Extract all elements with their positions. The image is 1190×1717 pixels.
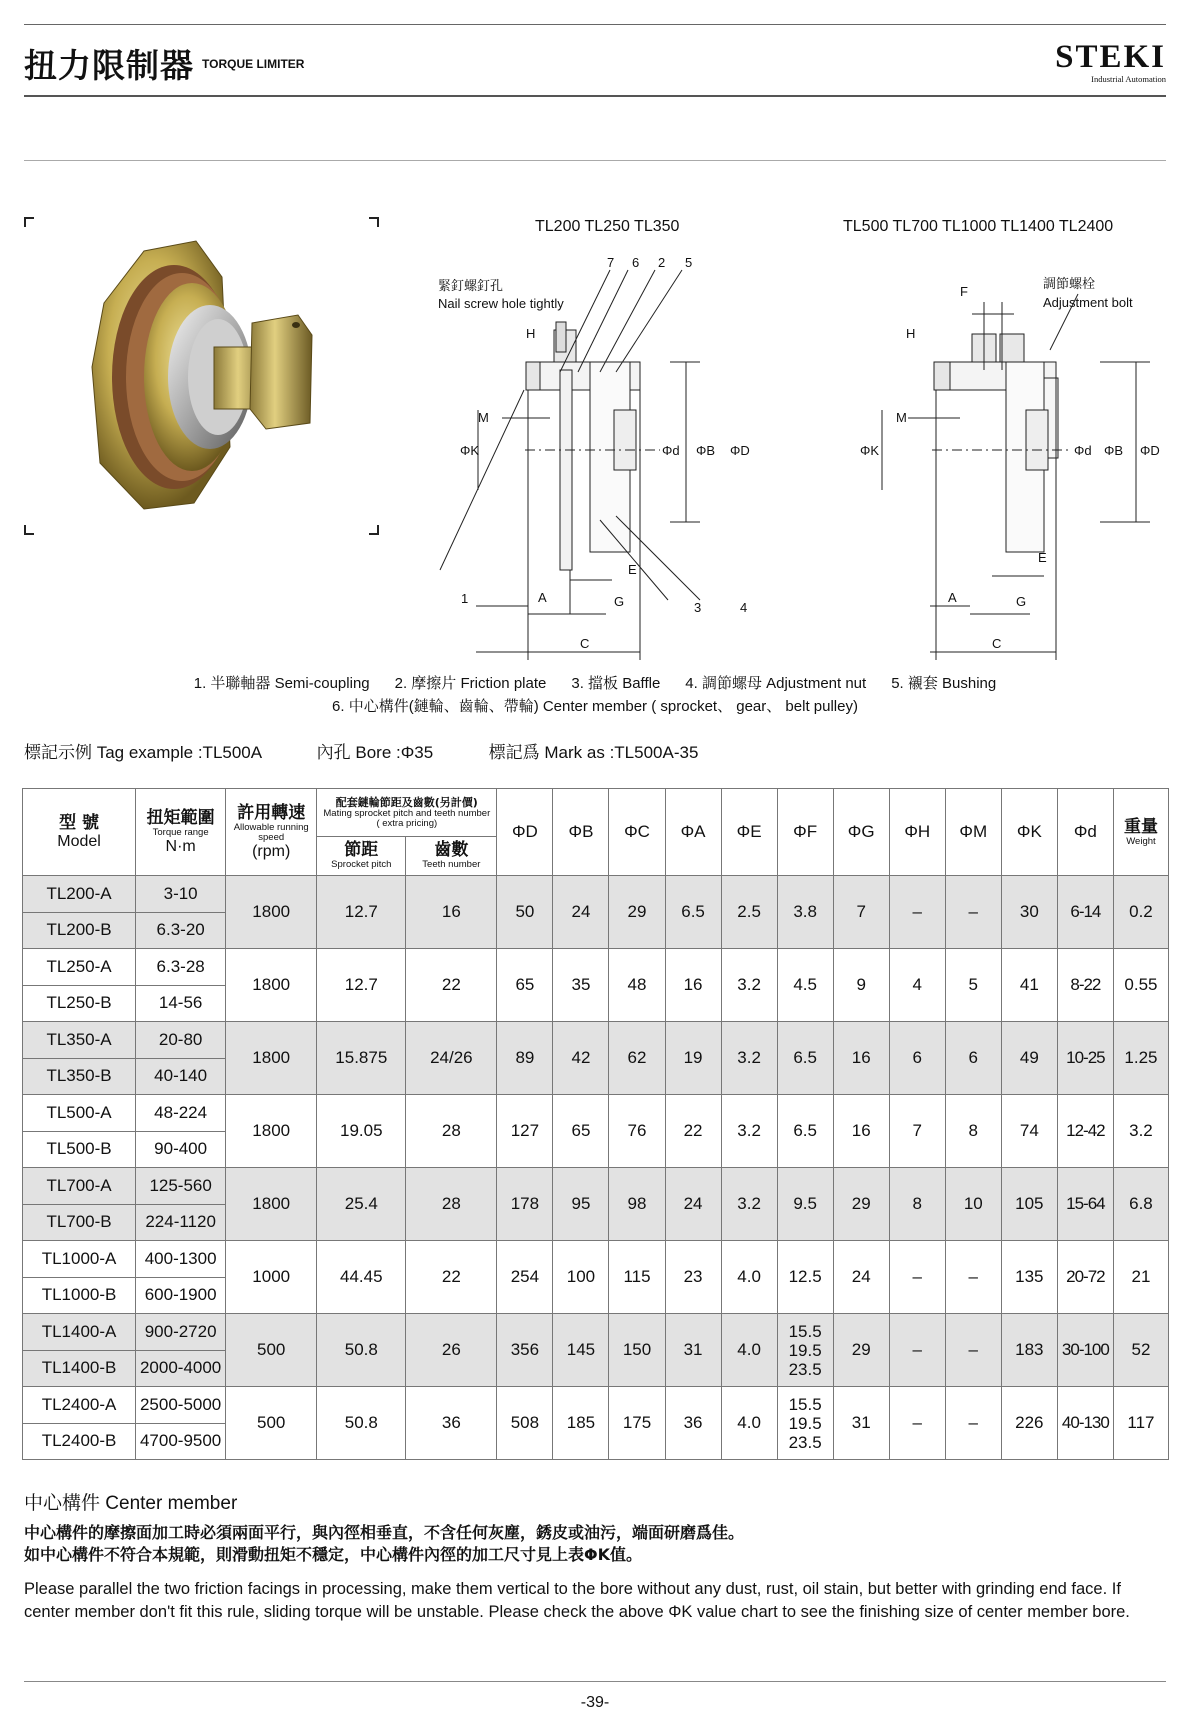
cell-dim-e: 3.2 <box>721 1168 777 1241</box>
cell-dim-a: 6.5 <box>665 876 721 949</box>
section-rule <box>24 160 1166 161</box>
adjustment-bolt-callout <box>1043 274 1133 312</box>
cell-dim-small-d: 15-64 <box>1057 1168 1113 1241</box>
cell-dim-a: 19 <box>665 1022 721 1095</box>
cell-dim-h: – <box>889 1314 945 1387</box>
cell-model: TL1400-B <box>23 1350 136 1387</box>
callout-zh-right-text: 調節螺栓 <box>1043 276 1096 291</box>
part-number-4: 4 <box>740 600 748 615</box>
dim-m-left: M <box>478 410 489 425</box>
cell-dim-e: 3.2 <box>721 1022 777 1095</box>
cell-dim-h: – <box>889 876 945 949</box>
cell-torque-range: 48-224 <box>136 1095 226 1132</box>
cell-dim-c: 76 <box>609 1095 665 1168</box>
cell-dim-f: 12.5 <box>777 1241 833 1314</box>
brand-logo <box>1055 39 1166 84</box>
cell-model: TL250-A <box>23 949 136 986</box>
cell-dim-h: 7 <box>889 1095 945 1168</box>
cell-dim-c: 48 <box>609 949 665 1022</box>
header-mating-note: ( extra pricing) <box>376 817 438 829</box>
cell-dim-h: – <box>889 1387 945 1460</box>
cell-dim-f: 4.5 <box>777 949 833 1022</box>
header-dim-d: ΦD <box>497 789 553 876</box>
cell-speed: 1800 <box>226 876 317 949</box>
cell-teeth: 28 <box>406 1095 497 1168</box>
header-pitch-en: Sprocket pitch <box>331 859 392 871</box>
header-mating <box>317 789 497 837</box>
cell-dim-a: 22 <box>665 1095 721 1168</box>
cell-teeth: 26 <box>406 1314 497 1387</box>
cell-speed: 1800 <box>226 1022 317 1095</box>
header-dim-small-d: Φd <box>1057 789 1113 876</box>
part-number-5: 5 <box>685 255 693 270</box>
cell-dim-f: 15.5 19.5 23.5 <box>777 1314 833 1387</box>
cell-weight: 117 <box>1113 1387 1168 1460</box>
cell-dim-small-d: 20-72 <box>1057 1241 1113 1314</box>
cell-dim-a: 31 <box>665 1314 721 1387</box>
page-number: -39- <box>580 1694 610 1711</box>
cell-torque-range: 6.3-20 <box>136 912 226 949</box>
cell-dim-b: 35 <box>553 949 609 1022</box>
table-row <box>23 1314 1169 1351</box>
header-speed <box>226 789 317 876</box>
dim-g-right: G <box>1016 594 1027 609</box>
dim-e-left: E <box>628 562 637 577</box>
cell-dim-k: 183 <box>1001 1314 1057 1387</box>
cell-dim-b: 145 <box>553 1314 609 1387</box>
header-dim-a: ΦA <box>665 789 721 876</box>
part-number-3: 3 <box>694 600 702 615</box>
header-model-en: Model <box>57 832 101 850</box>
cell-dim-c: 29 <box>609 876 665 949</box>
callout-zh-left: 緊釘螺釘孔 <box>438 278 504 293</box>
cell-dim-c: 115 <box>609 1241 665 1314</box>
cell-torque-range: 2000-4000 <box>136 1350 226 1387</box>
cell-dim-m: 6 <box>945 1022 1001 1095</box>
cell-weight: 6.8 <box>1113 1168 1168 1241</box>
dim-a-left: A <box>538 590 547 605</box>
cell-dim-a: 36 <box>665 1387 721 1460</box>
cell-dim-k: 30 <box>1001 876 1057 949</box>
cell-dim-c: 150 <box>609 1314 665 1387</box>
cell-dim-k: 135 <box>1001 1241 1057 1314</box>
cell-model: TL200-A <box>23 876 136 913</box>
cell-pitch: 44.45 <box>317 1241 406 1314</box>
header-speed-unit: (rpm) <box>252 842 291 860</box>
dim-small-d-right: Φd <box>1074 443 1092 458</box>
product-photo-frame <box>24 217 379 535</box>
cell-model: TL350-A <box>23 1022 136 1059</box>
cell-dim-b: 100 <box>553 1241 609 1314</box>
cell-model: TL700-A <box>23 1168 136 1205</box>
dim-b-right: ΦB <box>1104 443 1124 458</box>
cell-torque-range: 6.3-28 <box>136 949 226 986</box>
cell-model: TL700-B <box>23 1204 136 1241</box>
dim-k-right: ΦK <box>860 443 880 458</box>
cell-weight: 21 <box>1113 1241 1168 1314</box>
cell-dim-small-d: 12-42 <box>1057 1095 1113 1168</box>
table-row <box>23 1241 1169 1278</box>
cell-dim-f: 15.5 19.5 23.5 <box>777 1387 833 1460</box>
cell-weight: 0.55 <box>1113 949 1168 1022</box>
cell-dim-k: 41 <box>1001 949 1057 1022</box>
center-member-zh <box>24 1522 744 1566</box>
part-number-1: 1 <box>461 591 469 606</box>
cell-model: TL500-A <box>23 1095 136 1132</box>
cell-dim-f: 6.5 <box>777 1095 833 1168</box>
cell-torque-range: 600-1900 <box>136 1277 226 1314</box>
cell-teeth: 22 <box>406 1241 497 1314</box>
header-mating-en: Mating sprocket pitch and teeth number <box>323 807 491 819</box>
tag-mark: 標記爲 Mark as :TL500A-35 <box>488 743 699 762</box>
cell-teeth: 22 <box>406 949 497 1022</box>
cell-dim-c: 175 <box>609 1387 665 1460</box>
cell-torque-range: 2500-5000 <box>136 1387 226 1424</box>
header-dim-c: ΦC <box>609 789 665 876</box>
dim-d-left: ΦD <box>730 443 750 458</box>
header-dim-f: ΦF <box>777 789 833 876</box>
header-torque-zh: 扭矩範圍 <box>146 807 215 828</box>
cell-dim-small-d: 8-22 <box>1057 949 1113 1022</box>
tag-example-line <box>24 738 698 763</box>
cell-weight: 1.25 <box>1113 1022 1168 1095</box>
cross-section-diagram-small <box>430 250 770 660</box>
page-title: 扭力限制器 <box>24 46 194 85</box>
header-teeth <box>406 836 497 875</box>
parts-legend <box>0 672 1190 718</box>
header-weight-en: Weight <box>1126 835 1156 847</box>
footer-rule <box>24 1681 1166 1682</box>
table-row <box>23 1168 1169 1205</box>
cell-dim-m: 5 <box>945 949 1001 1022</box>
cell-dim-e: 2.5 <box>721 876 777 949</box>
cell-dim-k: 226 <box>1001 1387 1057 1460</box>
part-number-7: 7 <box>607 255 615 270</box>
cell-model: TL250-B <box>23 985 136 1022</box>
dim-c-right: C <box>992 636 1002 651</box>
header-teeth-en: Teeth number <box>422 859 481 871</box>
cell-dim-d: 89 <box>497 1022 553 1095</box>
cell-dim-d: 65 <box>497 949 553 1022</box>
cell-dim-m: 10 <box>945 1168 1001 1241</box>
cell-dim-small-d: 40-130 <box>1057 1387 1113 1460</box>
cell-model: TL1000-A <box>23 1241 136 1278</box>
header-dim-m: ΦM <box>945 789 1001 876</box>
cell-dim-small-d: 10-25 <box>1057 1022 1113 1095</box>
cell-pitch: 25.4 <box>317 1168 406 1241</box>
cell-torque-range: 14-56 <box>136 985 226 1022</box>
cell-dim-e: 4.0 <box>721 1314 777 1387</box>
header-pitch <box>317 836 406 875</box>
cell-torque-range: 90-400 <box>136 1131 226 1168</box>
cell-dim-g: 24 <box>833 1241 889 1314</box>
cell-model: TL350-B <box>23 1058 136 1095</box>
part-number-2: 2 <box>658 255 666 270</box>
frame-corner-tl <box>24 217 34 227</box>
cell-teeth: 28 <box>406 1168 497 1241</box>
legend-line-1: 1. 半聯軸器 Semi-coupling 2. 摩擦片 Friction plate 3. 擋板 Baffle 4. 調節螺母 Adjustment nut 5. 襯套 Bushing <box>193 675 997 692</box>
header-dim-k: ΦK <box>1001 789 1057 876</box>
header-dim-e: ΦE <box>721 789 777 876</box>
cell-weight: 0.2 <box>1113 876 1168 949</box>
dim-b-left: ΦB <box>696 443 716 458</box>
dim-k-left: ΦK <box>460 443 480 458</box>
cell-dim-g: 31 <box>833 1387 889 1460</box>
center-member-zh-line-1: 中心構件的摩擦面加工時必須兩面平行，與內徑相垂直，不含任何灰塵，銹皮或油污，端面研磨爲佳。 <box>24 1523 745 1542</box>
cell-dim-g: 7 <box>833 876 889 949</box>
cell-model: TL1400-A <box>23 1314 136 1351</box>
cell-torque-range: 125-560 <box>136 1168 226 1205</box>
part-number-6: 6 <box>632 255 640 270</box>
cell-pitch: 15.875 <box>317 1022 406 1095</box>
cell-weight: 3.2 <box>1113 1095 1168 1168</box>
cell-dim-small-d: 6-14 <box>1057 876 1113 949</box>
cell-dim-m: – <box>945 1241 1001 1314</box>
cell-speed: 1000 <box>226 1241 317 1314</box>
cell-dim-a: 16 <box>665 949 721 1022</box>
cell-dim-k: 74 <box>1001 1095 1057 1168</box>
cell-model: TL2400-A <box>23 1387 136 1424</box>
cell-dim-g: 9 <box>833 949 889 1022</box>
cell-weight: 52 <box>1113 1314 1168 1387</box>
header-weight-zh: 重量 <box>1123 816 1158 837</box>
cell-teeth: 24/26 <box>406 1022 497 1095</box>
cell-dim-e: 3.2 <box>721 1095 777 1168</box>
top-rule <box>24 24 1166 25</box>
tag-example: 標記示例 Tag example :TL500A <box>24 743 262 762</box>
cell-dim-b: 95 <box>553 1168 609 1241</box>
cell-dim-small-d: 30-100 <box>1057 1314 1113 1387</box>
cell-speed: 1800 <box>226 1168 317 1241</box>
dim-g-left: G <box>614 594 625 609</box>
cell-dim-m: – <box>945 1387 1001 1460</box>
header-torque-unit: N·m <box>165 837 196 855</box>
header-torque <box>136 789 226 876</box>
header-dim-b: ΦB <box>553 789 609 876</box>
cell-speed: 1800 <box>226 949 317 1022</box>
diagram-right-title: TL500 TL700 TL1000 TL1400 TL2400 <box>843 218 1114 235</box>
dim-d-right: ΦD <box>1140 443 1160 458</box>
cell-dim-c: 98 <box>609 1168 665 1241</box>
table-row <box>23 949 1169 986</box>
cell-dim-h: – <box>889 1241 945 1314</box>
dim-small-d-left: Φd <box>662 443 680 458</box>
callout-en-left: Nail screw hole tightly <box>438 296 564 311</box>
header-speed-zh: 許用轉速 <box>237 802 306 823</box>
cell-dim-h: 6 <box>889 1022 945 1095</box>
cell-dim-e: 3.2 <box>721 949 777 1022</box>
center-member-en: Please parallel the two friction facings in processing, make them vertical to the bore without any dust, rust, oil stain, but better with grinding end face. If center member don't fit this rule, sliding torque will be unstable. Please check the above ΦK value chart to see the finishing size of center member bore. <box>24 1580 1130 1621</box>
header-dim-h: ΦH <box>889 789 945 876</box>
spec-table <box>22 788 1169 1460</box>
header-model <box>23 789 136 876</box>
cell-dim-d: 178 <box>497 1168 553 1241</box>
cell-torque-range: 400-1300 <box>136 1241 226 1278</box>
diagram-left-title: TL200 TL250 TL350 <box>535 218 680 235</box>
cell-dim-g: 16 <box>833 1095 889 1168</box>
header-dim-g: ΦG <box>833 789 889 876</box>
cell-speed: 1800 <box>226 1095 317 1168</box>
dim-c-left: C <box>580 636 590 651</box>
cell-model: TL1000-B <box>23 1277 136 1314</box>
frame-corner-br <box>369 525 379 535</box>
cell-dim-f: 3.8 <box>777 876 833 949</box>
header-pitch-zh: 節距 <box>344 840 379 861</box>
cell-pitch: 19.05 <box>317 1095 406 1168</box>
cell-pitch: 12.7 <box>317 876 406 949</box>
cell-dim-g: 16 <box>833 1022 889 1095</box>
cell-pitch: 50.8 <box>317 1387 406 1460</box>
cell-teeth: 36 <box>406 1387 497 1460</box>
cell-teeth: 16 <box>406 876 497 949</box>
dim-a-right: A <box>948 590 957 605</box>
header-speed-en: Allowable running speed <box>233 821 309 843</box>
cell-dim-a: 24 <box>665 1168 721 1241</box>
cell-dim-d: 254 <box>497 1241 553 1314</box>
table-row <box>23 876 1169 913</box>
cell-model: TL2400-B <box>23 1423 136 1460</box>
cell-dim-f: 9.5 <box>777 1168 833 1241</box>
page-subtitle: TORQUE LIMITER <box>202 57 305 71</box>
frame-corner-bl <box>24 525 34 535</box>
center-member-zh-line-2: 如中心構件不符合本規範，則滑動扭矩不穩定，中心構件內徑的加工尺寸見上表ΦK值。 <box>24 1545 643 1564</box>
cell-dim-g: 29 <box>833 1314 889 1387</box>
legend-line-2: 6. 中心構件(鏈輪、齒輪、帶輪) Center member ( sprocket、 gear、 belt pulley) <box>332 698 858 715</box>
cell-dim-k: 105 <box>1001 1168 1057 1241</box>
dim-h-left: H <box>526 326 536 341</box>
torque-limiter-photo-icon <box>24 217 379 535</box>
cell-torque-range: 20-80 <box>136 1022 226 1059</box>
cell-dim-f: 6.5 <box>777 1022 833 1095</box>
cell-dim-e: 4.0 <box>721 1241 777 1314</box>
table-row <box>23 1387 1169 1424</box>
logo-tagline: Industrial Automation <box>1091 74 1166 84</box>
header-mating-zh: 配套鏈輪節距及齒數(另計價) <box>335 795 478 809</box>
table-row <box>23 1022 1169 1059</box>
cell-dim-a: 23 <box>665 1241 721 1314</box>
header-model-zh: 型 號 <box>59 812 99 833</box>
frame-corner-tr <box>369 217 379 227</box>
cell-torque-range: 900-2720 <box>136 1314 226 1351</box>
cell-dim-m: 8 <box>945 1095 1001 1168</box>
dim-h-right: H <box>906 326 916 341</box>
cell-dim-k: 49 <box>1001 1022 1057 1095</box>
cell-torque-range: 40-140 <box>136 1058 226 1095</box>
cell-dim-d: 508 <box>497 1387 553 1460</box>
cell-dim-b: 65 <box>553 1095 609 1168</box>
tag-bore: 內孔 Bore :Φ35 <box>316 743 434 762</box>
cell-speed: 500 <box>226 1314 317 1387</box>
cell-torque-range: 224-1120 <box>136 1204 226 1241</box>
cell-dim-b: 42 <box>553 1022 609 1095</box>
callout-en-right-text: Adjustment bolt <box>1043 295 1133 310</box>
cell-torque-range: 3-10 <box>136 876 226 913</box>
dim-m-right: M <box>896 410 907 425</box>
cell-dim-h: 8 <box>889 1168 945 1241</box>
header-weight <box>1113 789 1168 876</box>
cell-pitch: 50.8 <box>317 1314 406 1387</box>
cell-dim-h: 4 <box>889 949 945 1022</box>
table-row <box>23 1095 1169 1132</box>
cell-dim-m: – <box>945 1314 1001 1387</box>
center-member-title: 中心構件 Center member <box>24 1493 238 1514</box>
header-rule <box>24 95 1166 97</box>
cell-dim-e: 4.0 <box>721 1387 777 1460</box>
cell-dim-c: 62 <box>609 1022 665 1095</box>
cell-dim-b: 185 <box>553 1387 609 1460</box>
cell-model: TL200-B <box>23 912 136 949</box>
dim-e-right: E <box>1038 550 1047 565</box>
logo-name: STEKI <box>1055 39 1166 75</box>
header-teeth-zh: 齒數 <box>434 840 469 861</box>
cell-pitch: 12.7 <box>317 949 406 1022</box>
cell-dim-d: 356 <box>497 1314 553 1387</box>
header-torque-en: Torque range <box>152 826 209 838</box>
cell-speed: 500 <box>226 1387 317 1460</box>
cell-dim-d: 50 <box>497 876 553 949</box>
cell-dim-g: 29 <box>833 1168 889 1241</box>
cell-model: TL500-B <box>23 1131 136 1168</box>
dim-f-right: F <box>960 284 968 299</box>
spec-table-body <box>23 876 1169 1460</box>
cell-torque-range: 4700-9500 <box>136 1423 226 1460</box>
cell-dim-b: 24 <box>553 876 609 949</box>
cell-dim-d: 127 <box>497 1095 553 1168</box>
cell-dim-m: – <box>945 876 1001 949</box>
